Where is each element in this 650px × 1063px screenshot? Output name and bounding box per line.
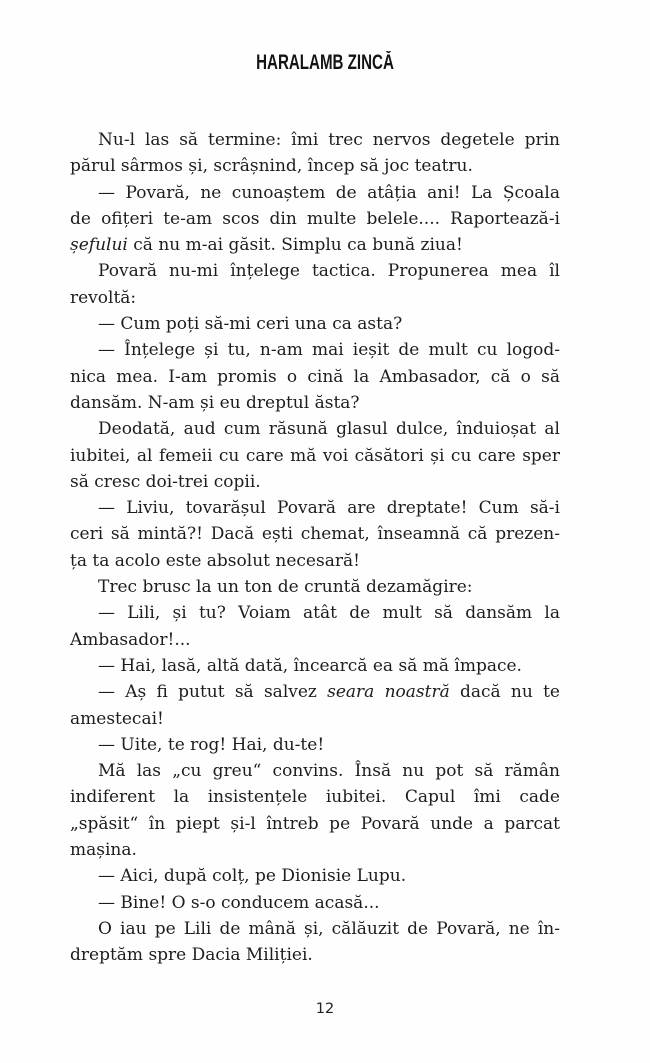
text-line (70, 890, 560, 916)
paragraph (70, 863, 560, 889)
text-segment: că nu m-ai găsit. Simplu ca bună ziua! (127, 235, 463, 256)
text-segment: Nu-l las să termine: îmi trec nervos degetele prin (98, 130, 560, 150)
text-line (70, 837, 560, 863)
text-line (70, 258, 560, 284)
text-line (70, 521, 560, 547)
text-segment: — Liviu, tovarășul Povară are dreptate! Cum să-i (98, 498, 560, 519)
text-segment: Mă las „cu greu“ convins. Însă nu pot să rămân (98, 761, 560, 782)
text-line (70, 600, 560, 626)
text-segment: dacă nu te (449, 682, 560, 703)
body-text (70, 127, 560, 969)
text-line (70, 758, 560, 784)
text-line (70, 863, 560, 889)
text-segment: nica mea. I-am promis o cină la Ambasador, că o să (70, 366, 560, 387)
paragraph (70, 574, 560, 600)
text-line (70, 285, 560, 311)
text-segment: mașina. (70, 840, 137, 861)
text-line (70, 311, 560, 337)
text-line (70, 784, 560, 810)
text-line (70, 390, 560, 416)
text-segment: Deodată, aud cum răsună glasul dulce, înduioșat al (98, 419, 560, 440)
text-segment: O iau pe Lili de mână și, călăuzit de Povară, ne în- (98, 918, 560, 939)
text-segment: dansăm. N-am și eu dreptul ăsta? (70, 392, 360, 413)
paragraph (70, 600, 560, 653)
text-line (70, 153, 560, 179)
text-line (70, 706, 560, 732)
text-line (70, 232, 560, 258)
text-segment: indiferent la insistențele iubitei. Capul îmi cade (70, 787, 560, 808)
text-line (70, 443, 560, 469)
paragraph (70, 679, 560, 732)
text-segment: — Aș fi putut să salvez (98, 682, 328, 703)
paragraph (70, 653, 560, 679)
text-segment: — Uite, te rog! Hai, du-te! (98, 734, 325, 755)
italic-text: șefului (70, 235, 128, 256)
text-segment: — Aici, după colț, pe Dionisie Lupu. (98, 866, 407, 887)
text-line (70, 337, 560, 363)
paragraph (70, 758, 560, 863)
text-line (70, 942, 560, 968)
text-line (70, 916, 560, 942)
text-segment: — Cum poți să-mi ceri una ca asta? (98, 314, 403, 335)
paragraph (70, 180, 560, 259)
paragraph (70, 495, 560, 574)
text-line (70, 127, 560, 153)
paragraph (70, 416, 560, 495)
text-line (70, 679, 560, 705)
text-segment: dreptăm spre Dacia Miliției. (70, 945, 313, 966)
running-header: HARALAMB ZINCĂ (256, 51, 394, 74)
text-segment: părul sârmos și, scrâșnind, încep să joc teatru. (70, 156, 473, 177)
text-segment: Trec brusc la un ton de cruntă dezamăgire: (98, 577, 473, 598)
paragraph (70, 258, 560, 311)
page-number: 12 (315, 1001, 335, 1017)
text-line (70, 495, 560, 521)
text-segment: revoltă: (70, 287, 137, 308)
text-segment: ța ta acolo este absolut necesară! (70, 550, 360, 571)
text-line (70, 416, 560, 442)
text-segment: — Hai, lasă, altă dată, încearcă ea să mă împace. (98, 655, 522, 676)
italic-text: seara noastră (327, 682, 450, 703)
paragraph (70, 127, 560, 180)
text-segment: — Lili, și tu? Voiam atât de mult să dansăm la (98, 603, 560, 624)
text-segment: ceri să mintă?! Dacă ești chemat, înseamnă că prezen- (70, 524, 560, 545)
text-segment: să cresc doi-trei copii. (70, 471, 261, 492)
text-line (70, 732, 560, 758)
text-segment: Ambasador!... (70, 629, 191, 650)
text-line (70, 469, 560, 495)
text-line (70, 364, 560, 390)
paragraph (70, 311, 560, 337)
text-line (70, 574, 560, 600)
text-line (70, 627, 560, 653)
paragraph (70, 890, 560, 916)
text-segment: Povară nu-mi înțelege tactica. Propunerea mea îl (98, 261, 560, 282)
text-line (70, 206, 560, 232)
paragraph (70, 916, 560, 969)
paragraph (70, 732, 560, 758)
paragraph (70, 337, 560, 416)
text-segment: — Povară, ne cunoaștem de atâția ani! La Școala (98, 182, 560, 203)
text-line (70, 653, 560, 679)
text-segment: amestecai! (70, 708, 164, 729)
text-segment: — Înțelege și tu, n-am mai ieșit de mult cu logod- (98, 340, 560, 361)
text-line (70, 180, 560, 206)
text-line (70, 811, 560, 837)
text-segment: de ofițeri te-am scos din multe belele.... Raportează-i (70, 208, 560, 229)
text-segment: iubitei, al femeii cu care mă voi căsători și cu care sper (70, 445, 560, 466)
text-segment: „spăsit“ în piept și-l întreb pe Povară unde a parcat (70, 813, 560, 834)
text-segment: — Bine! O s-o conducem acasă... (98, 892, 380, 913)
text-line (70, 548, 560, 574)
